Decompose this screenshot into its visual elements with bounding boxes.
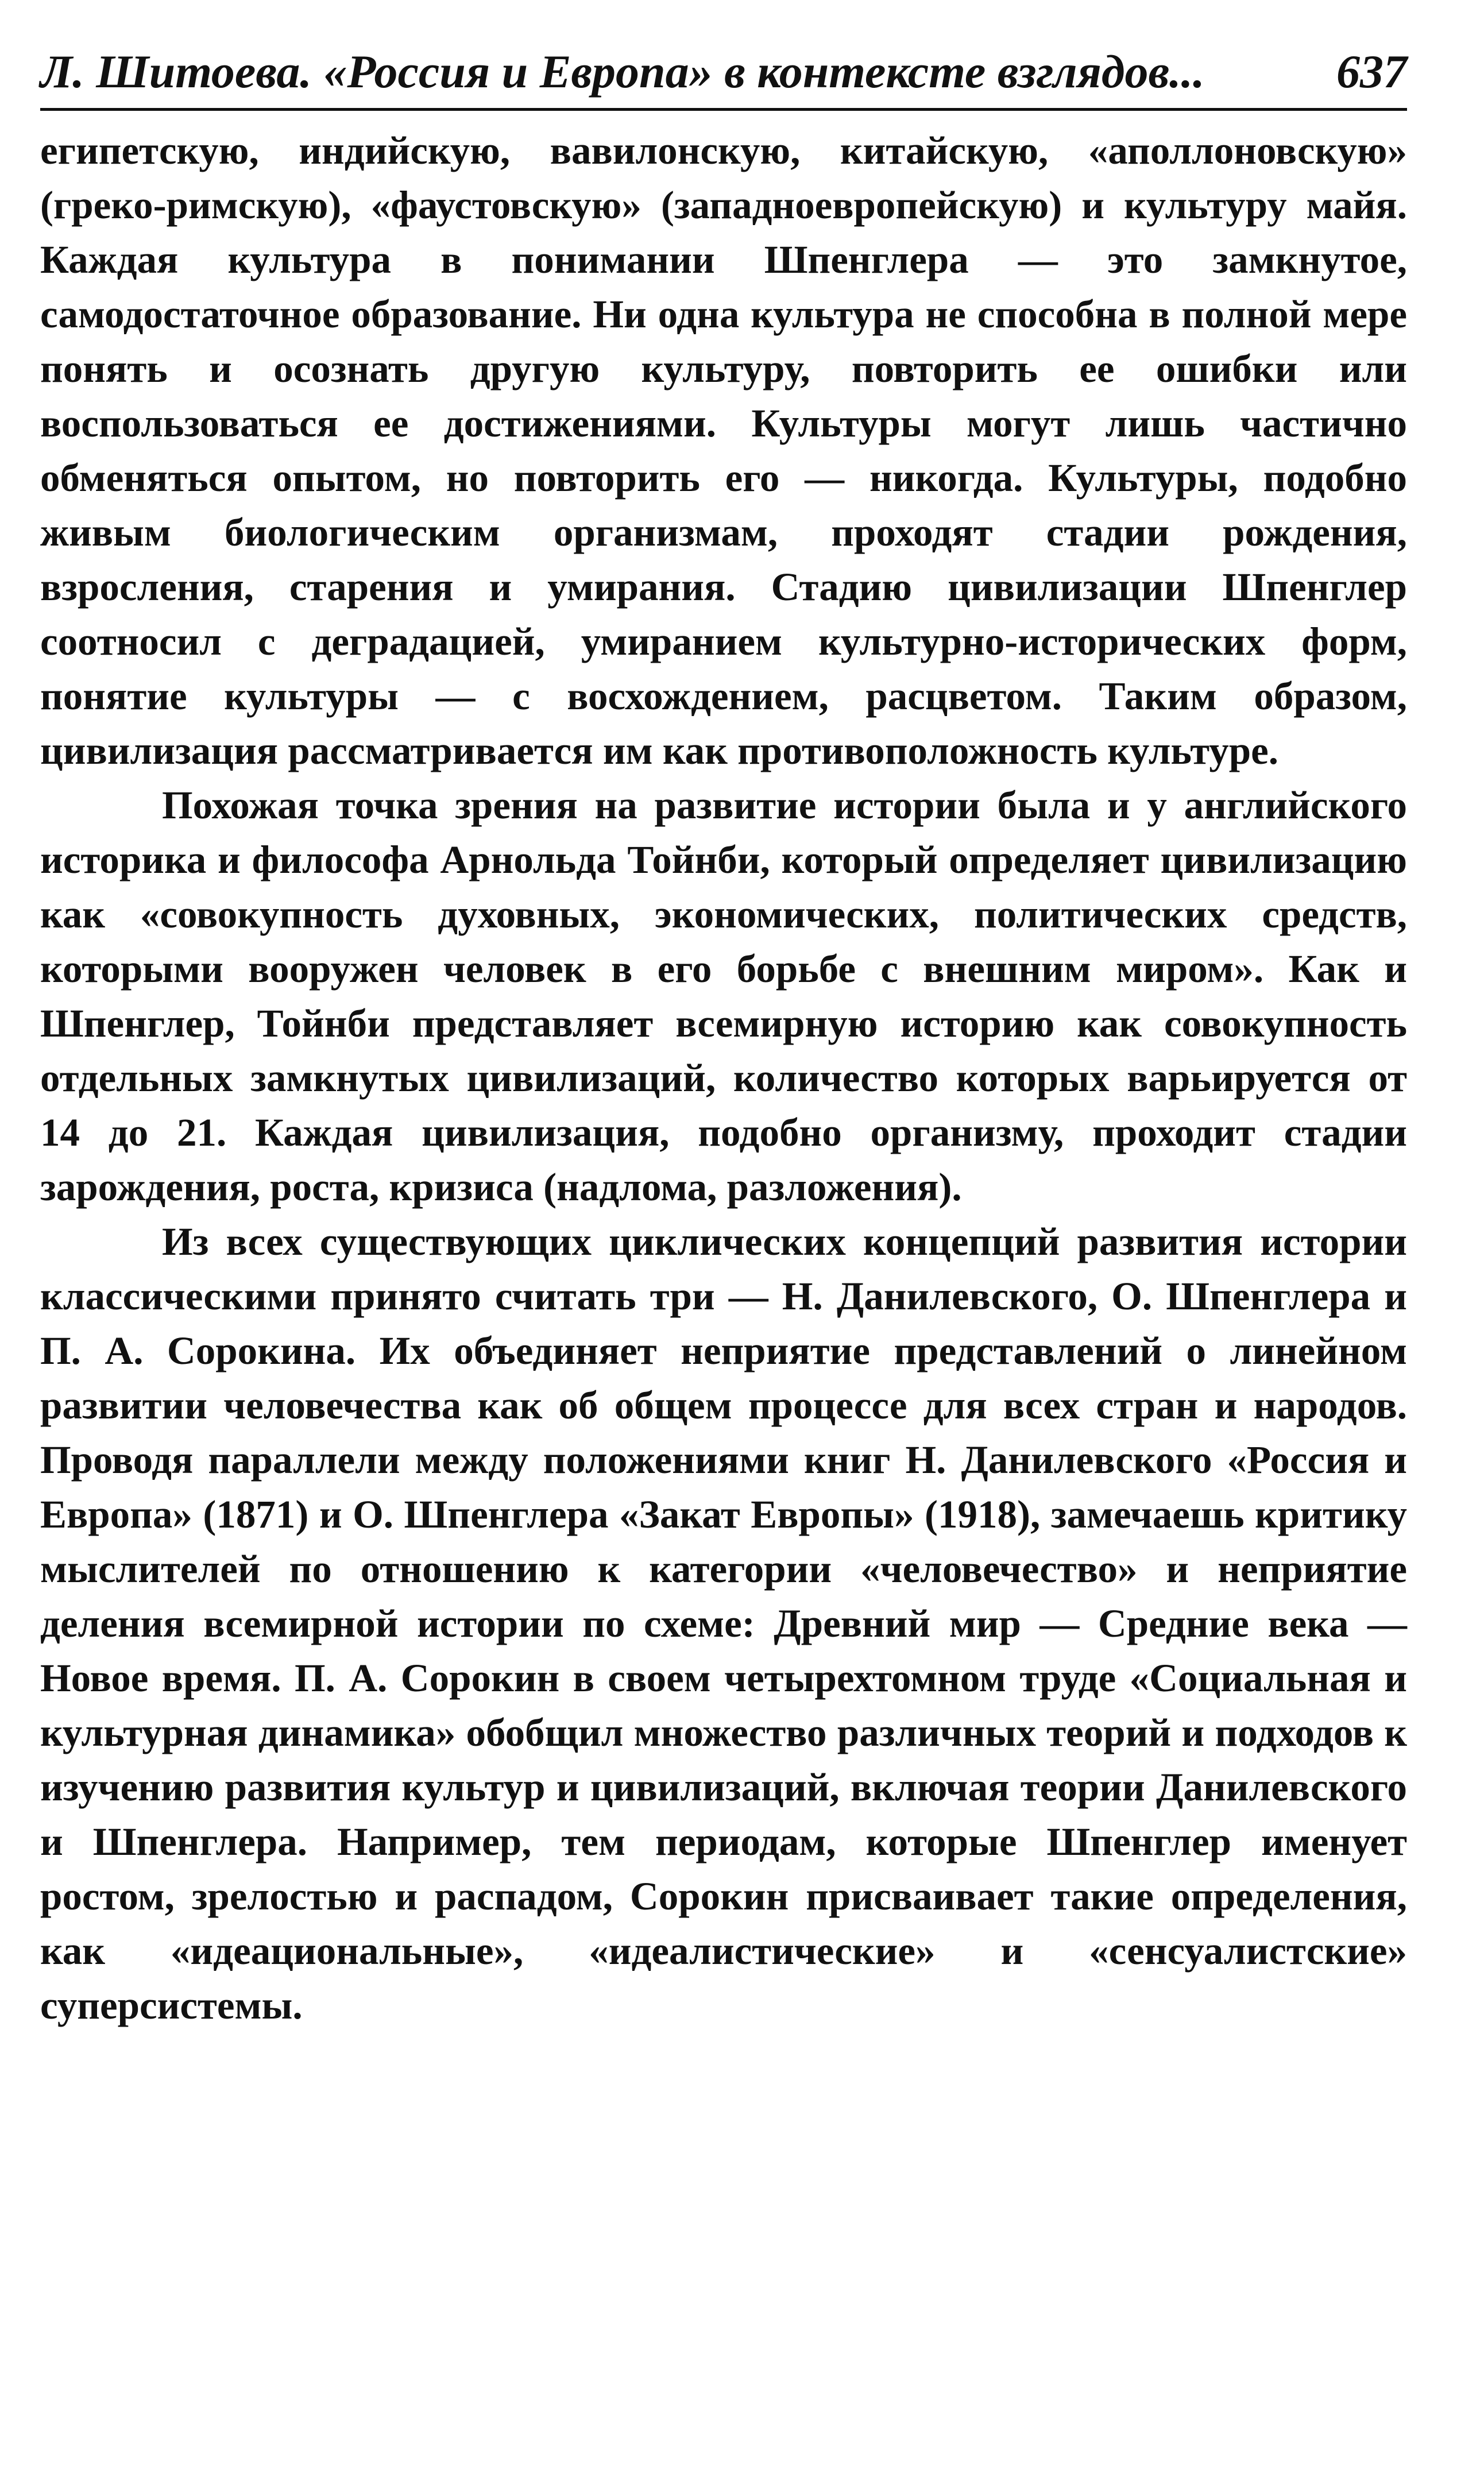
book-page — [40, 46, 1407, 2033]
paragraph-3: Из всех существующих циклических концепций развития истории классическими принято считать три — Н. Данилевского, О. Шпенглера и П. А. Сорокина. Их объединяет неприятие представлений о линейном развитии человечества как об общем процессе для всех стран и народов. Проводя параллели между положениями книг Н. Данилевского «Россия и Европа» (1871) и О. Шпенглера «Закат Европы» (1918), замечаешь критику мыслителей по отношению к категории «человечество» и неприятие деления всемирной истории по схеме: Древний мир — Средние века — Новое время. П. А. Сорокин в своем четырехтомном труде «Социальная и культурная динамика» обобщил множество различных теорий и подходов к изучению развития культур и цивилизаций, включая теории Данилевского и Шпенглера. Например, тем периодам, которые Шпенглер именует ростом, зрелостью и распадом, Сорокин присваивает такие определения, как «идеациональные», «идеалистические» и «сенсуалистские» суперсистемы. — [40, 1220, 1407, 2028]
running-header — [40, 46, 1407, 111]
running-title: Л. Шитоева. «Россия и Европа» в контексте взглядов... — [40, 45, 1205, 98]
paragraph-1: египетскую, индийскую, вавилонскую, китайскую, «аполлоновскую» (греко-римскую), «фаустовскую» (западноевропейскую) и культуру майя. Каждая культура в понимании Шпенглера — это замкнутое, самодостаточное образование. Ни одна культура не способна в полной мере понять и осознать другую культуру, повторить ее ошибки или воспользоваться ее достижениями. Культуры могут лишь частично обменяться опытом, но повторить его — никогда. Культуры, подобно живым биологическим организмам, проходят стадии рождения, взросления, старения и умирания. Стадию цивилизации Шпенглер соотносил с деградацией, умиранием культурно-исторических форм, понятие культуры — с восхождением, расцветом. Таким образом, цивилизация рассматривается им как противоположность культуре. — [40, 129, 1407, 773]
body-text — [40, 123, 1407, 2033]
paragraph-2: Похожая точка зрения на развитие истории была и у английского историка и философа Арнольда Тойнби, который определяет цивилизацию как «совокупность духовных, экономических, политических средств, которыми вооружен человек в его борьбе с внешним миром». Как и Шпенглер, Тойнби представляет всемирную историю как совокупность отдельных замкнутых цивилизаций, количество которых варьируется от 14 до 21. Каждая цивилизация, подобно организму, проходит стадии зарождения, роста, кризиса (надлома, разложения). — [40, 783, 1407, 1209]
page-number: 637 — [1336, 45, 1407, 98]
